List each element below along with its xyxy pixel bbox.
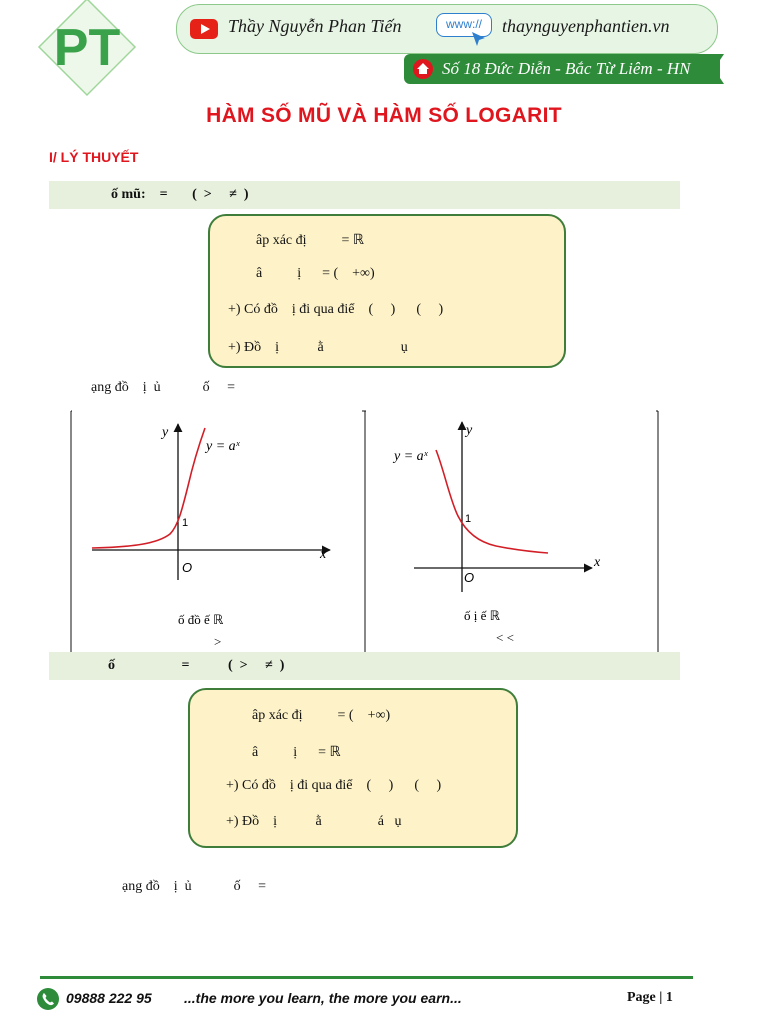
logo (37, 0, 137, 97)
origin-label: O (182, 560, 193, 575)
page-title: HÀM SỐ MŨ VÀ HÀM SỐ LOGARIT (206, 104, 562, 127)
graph-note-2: < < (496, 630, 514, 645)
log-definition-text: ố = ( > ≠ ) (108, 658, 285, 673)
logo-letters: PT (53, 19, 121, 77)
teacher-name: Thầy Nguyễn Phan Tiến (228, 16, 402, 36)
address: Số 18 Đức Diễn - Bắc Từ Liêm - HN (442, 59, 691, 78)
exp-definition-band (49, 181, 680, 209)
axis-y-label: y (466, 423, 473, 438)
log-property-points: +) Có đồ ị đi qua điể ( ) ( ) (226, 778, 442, 793)
curve-decreasing (436, 450, 548, 553)
page-number: Page | 1 (627, 990, 673, 1005)
axis-x-label: x (320, 547, 327, 562)
home-icon (412, 59, 434, 79)
exp-property-points: +) Có đồ ị đi qua điể ( ) ( ) (228, 302, 444, 317)
log-graph-caption: ạng đồ ị ủ ố = (122, 879, 266, 894)
exp-properties-box (208, 214, 566, 368)
phone-number: 09888 222 95 (66, 990, 152, 1006)
exp-graph-increasing (72, 410, 362, 650)
graph-note-2: > (214, 634, 222, 649)
axis-y-label: y (162, 425, 169, 440)
function-label: y = aˣ (394, 449, 428, 464)
footer-rule (40, 976, 693, 979)
one-label: 1 (182, 517, 189, 529)
log-definition-band (49, 652, 680, 680)
axis-x-label: x (594, 555, 601, 570)
log-properties-box (188, 688, 518, 848)
graph-note-1: ố ị ế ℝ (464, 608, 500, 623)
log-property-range: â ị = ℝ (252, 745, 341, 760)
log-property-asymptote: +) Đồ ị ằ á ụ (226, 814, 402, 829)
section-heading: I/ LÝ THUYẾT (49, 149, 139, 165)
phone-icon (37, 988, 59, 1010)
function-label: y = aˣ (206, 439, 240, 454)
exp-property-range: â ị = ( +∞) (256, 266, 375, 281)
log-property-domain: âp xác đị = ( +∞) (252, 708, 391, 723)
cursor-icon (470, 30, 488, 48)
curve-increasing (92, 428, 205, 548)
graph-note-1: ố đồ ế ℝ (178, 612, 224, 627)
exp-property-domain: âp xác đị = ℝ (256, 233, 365, 248)
exp-property-asymptote: +) Đồ ị ằ ụ (228, 340, 408, 355)
exp-graph-increasing-plot (72, 410, 362, 650)
address-bar-flap (700, 54, 724, 84)
slogan: ...the more you learn, the more you earn... (184, 990, 462, 1006)
exp-graph-decreasing (366, 410, 656, 650)
origin-label: O (464, 570, 475, 585)
one-label: 1 (465, 513, 472, 525)
website-link[interactable]: thaynguyenphantien.vn (502, 16, 670, 36)
exp-definition-text: ố mũ: = ( > ≠ ) (111, 187, 249, 202)
www-label: www:// (436, 13, 492, 37)
exp-graph-caption: ạng đồ ị ủ ố = (91, 380, 235, 395)
exp-graph-decreasing-plot (366, 410, 656, 650)
youtube-icon[interactable] (190, 19, 218, 39)
